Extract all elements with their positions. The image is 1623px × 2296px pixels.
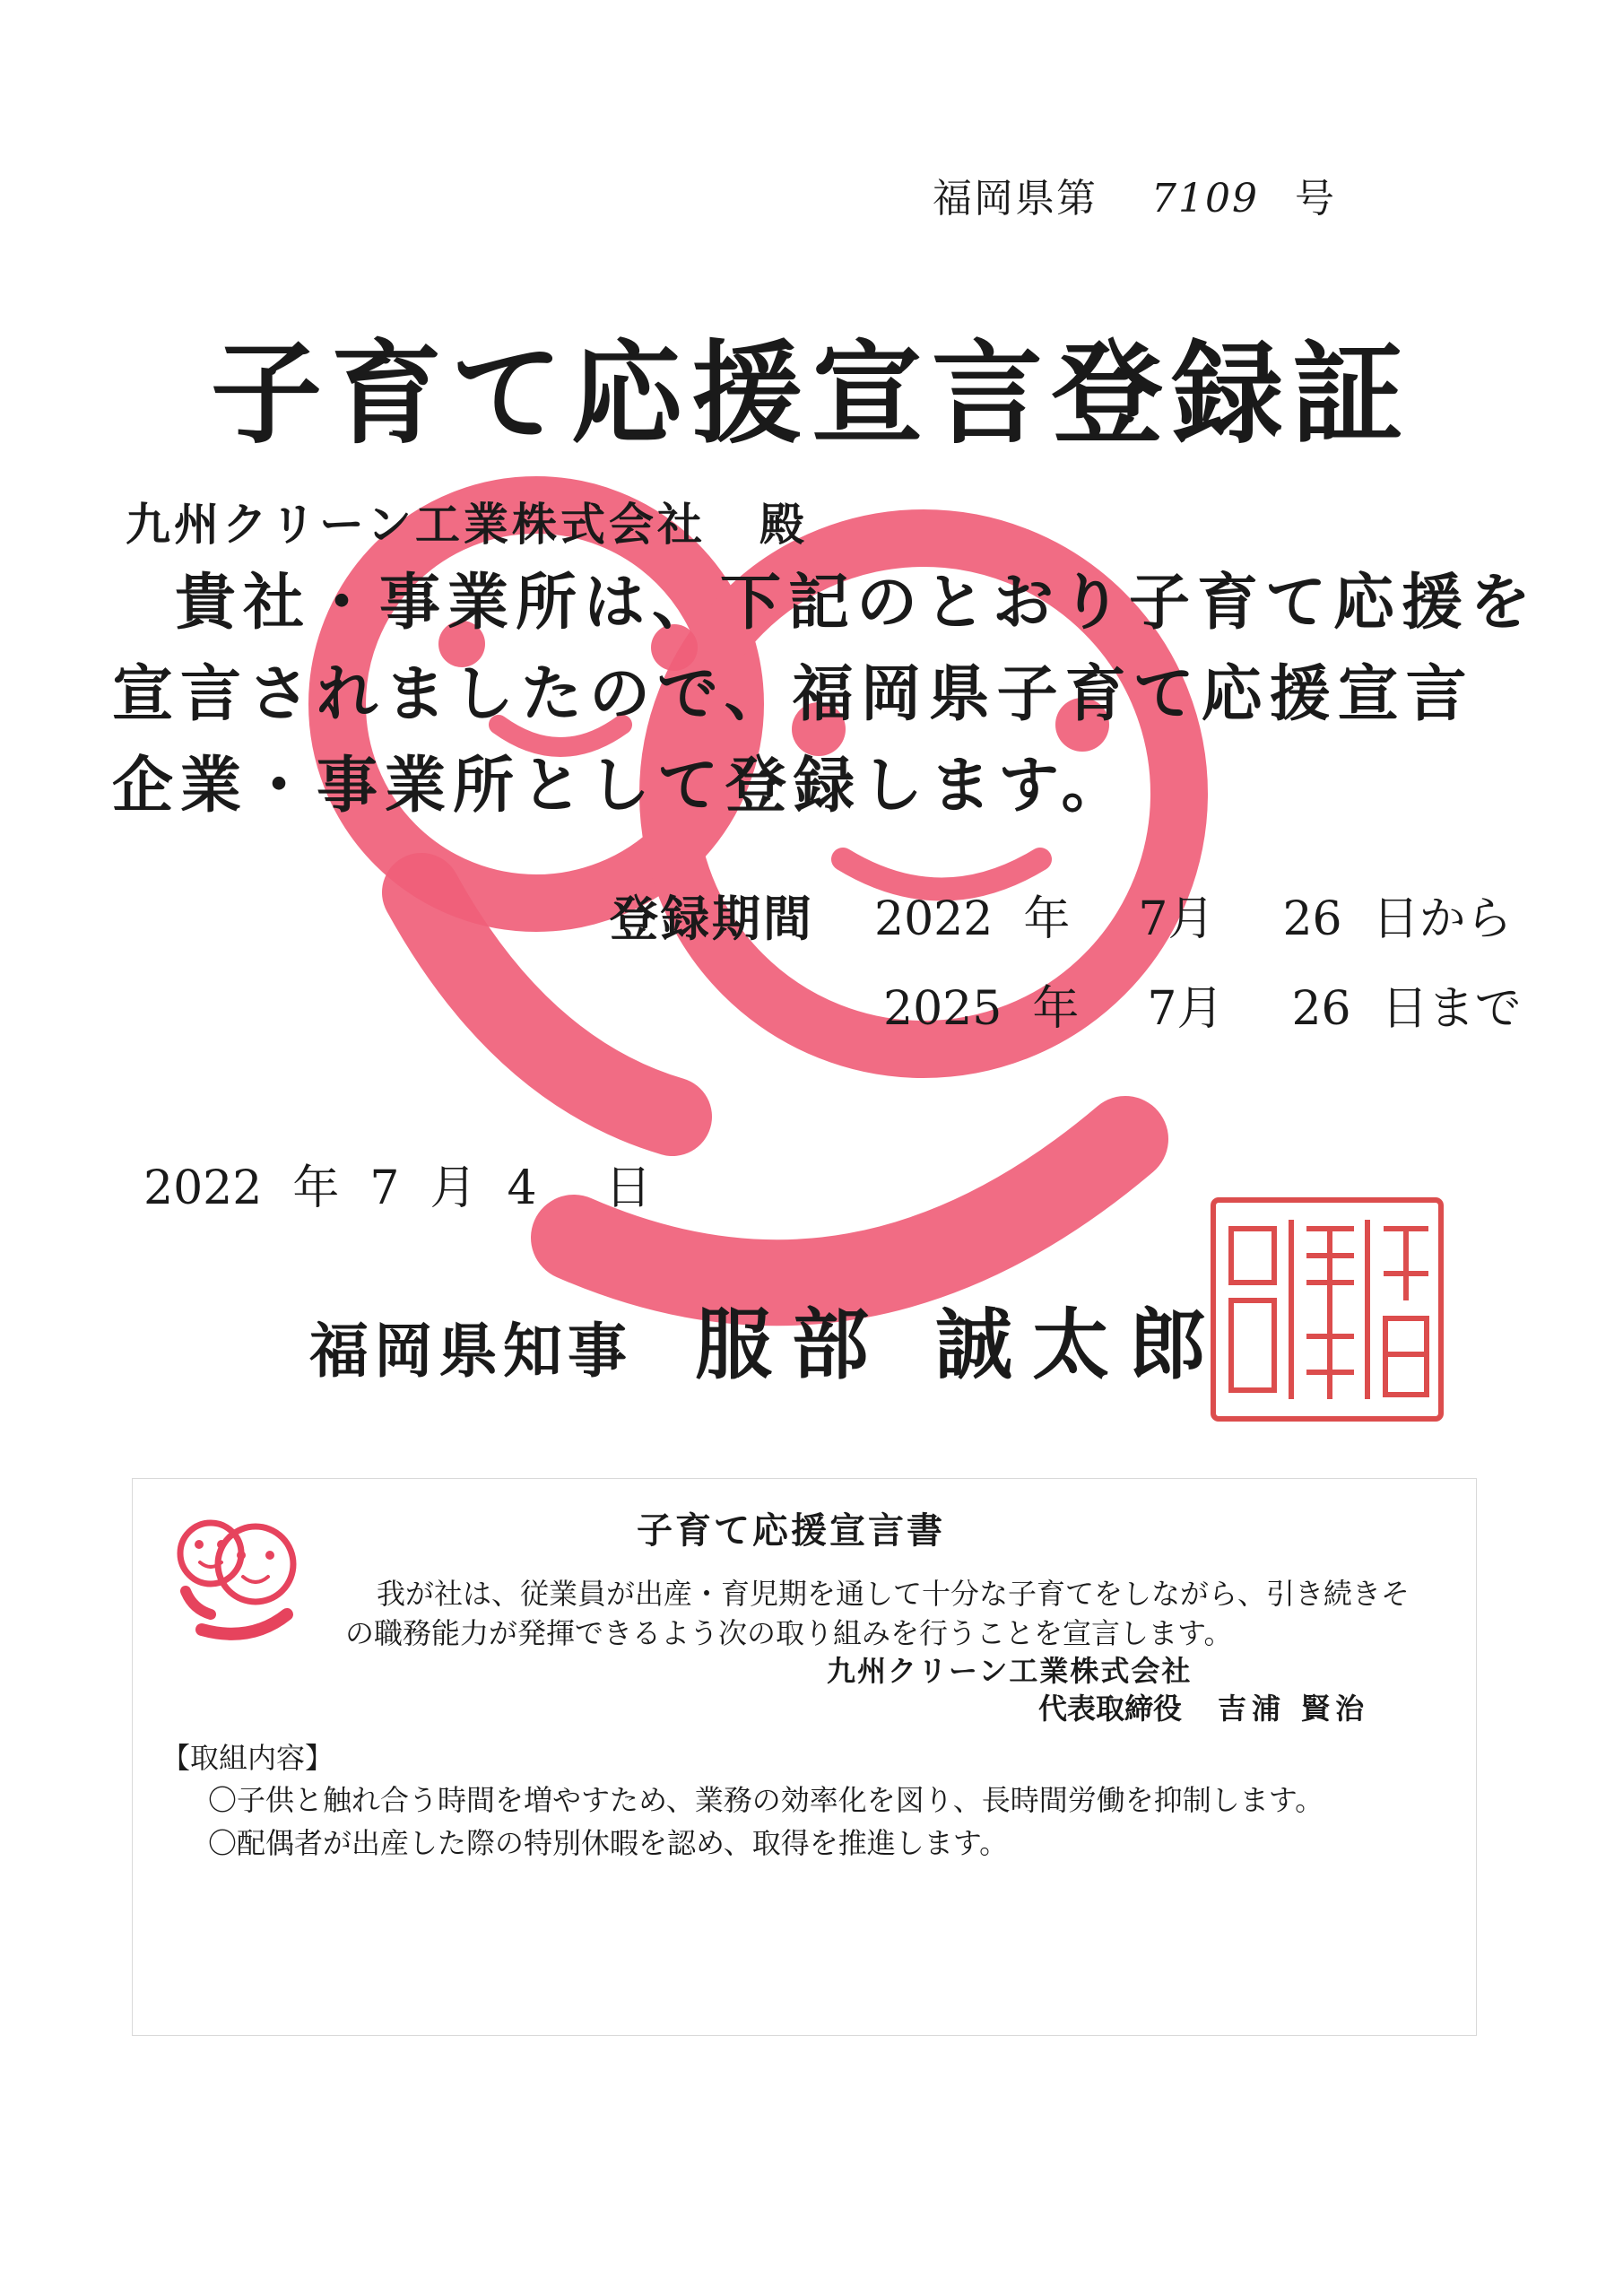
registration-number <box>933 166 1336 223</box>
issue-date <box>143 1150 652 1217</box>
from-day-unit: 日から <box>1372 892 1513 946</box>
declaration-item: 〇配偶者が出産した際の特別休暇を認め、取得を推進します。 <box>208 1826 1009 1860</box>
representative-name: 吉浦 賢治 <box>1218 1692 1370 1726</box>
to-year-unit: 年 <box>1032 982 1080 1036</box>
certificate-body-line: 貴社・事業所は、下記のとおり子育て応援を <box>175 567 1539 639</box>
declaration-item: 〇子供と触れ合う時間を増やすため、業務の効率化を図り、長時間労働を抑制します。 <box>208 1783 1324 1817</box>
declaration-title: 子育て応援宣言書 <box>637 1509 945 1552</box>
registration-period-to <box>883 970 1522 1038</box>
registration-number-value: 7109 <box>1151 176 1259 222</box>
certificate-body-line: 企業・事業所として登録します。 <box>112 750 1130 822</box>
issue-year: 2022 <box>143 1161 263 1215</box>
declaration-representative <box>1038 1686 1369 1727</box>
smiling-faces-logo-icon <box>166 1509 314 1652</box>
recipient-honorific: 殿 <box>759 498 808 551</box>
from-year-unit: 年 <box>1023 892 1071 946</box>
from-year: 2022 <box>874 892 994 946</box>
recipient <box>126 489 808 553</box>
declaration-text-line: の職務能力が発揮できるよう次の取り組みを行うことを宣言します。 <box>345 1616 1233 1650</box>
declaration-company: 九州クリーン工業株式会社 <box>827 1654 1193 1688</box>
from-day: 26 <box>1282 892 1342 946</box>
official-seal-icon <box>1206 1193 1448 1426</box>
to-day-unit: 日まで <box>1381 982 1522 1036</box>
issuer-name: 服部 誠太郎 <box>695 1300 1226 1390</box>
representative-title: 代表取締役 <box>1038 1692 1183 1726</box>
recipient-name: 九州クリーン工業株式会社 <box>126 498 706 551</box>
to-day: 26 <box>1291 982 1351 1036</box>
to-month-unit: 月 <box>1176 982 1224 1036</box>
declaration-text-line: 我が社は、従業員が出産・育児期を通して十分な子育てをしながら、引き続きそ <box>377 1577 1410 1611</box>
issue-month-unit: 月 <box>430 1161 477 1215</box>
certificate-title: 子育て応援宣言登録証 <box>210 329 1412 459</box>
registration-prefix: 福岡県第 <box>933 176 1098 222</box>
issue-month: 7 <box>369 1161 400 1215</box>
certificate-body-line: 宣言されましたので、福岡県子育て応援宣言 <box>112 658 1474 730</box>
issue-day: 4 <box>507 1161 537 1215</box>
issuer <box>309 1283 1226 1394</box>
from-month: 7 <box>1138 892 1168 946</box>
section-heading: 【取組内容】 <box>161 1741 334 1775</box>
registration-suffix: 号 <box>1294 176 1336 222</box>
issuer-title: 福岡県知事 <box>309 1316 632 1386</box>
registration-period-label: 登録期間 <box>610 890 814 947</box>
to-month: 7 <box>1147 982 1177 1036</box>
to-year: 2025 <box>883 982 1002 1036</box>
issue-day-unit: 日 <box>604 1161 652 1215</box>
registration-period-from <box>874 881 1513 948</box>
issue-year-unit: 年 <box>292 1161 340 1215</box>
from-month-unit: 月 <box>1167 892 1215 946</box>
